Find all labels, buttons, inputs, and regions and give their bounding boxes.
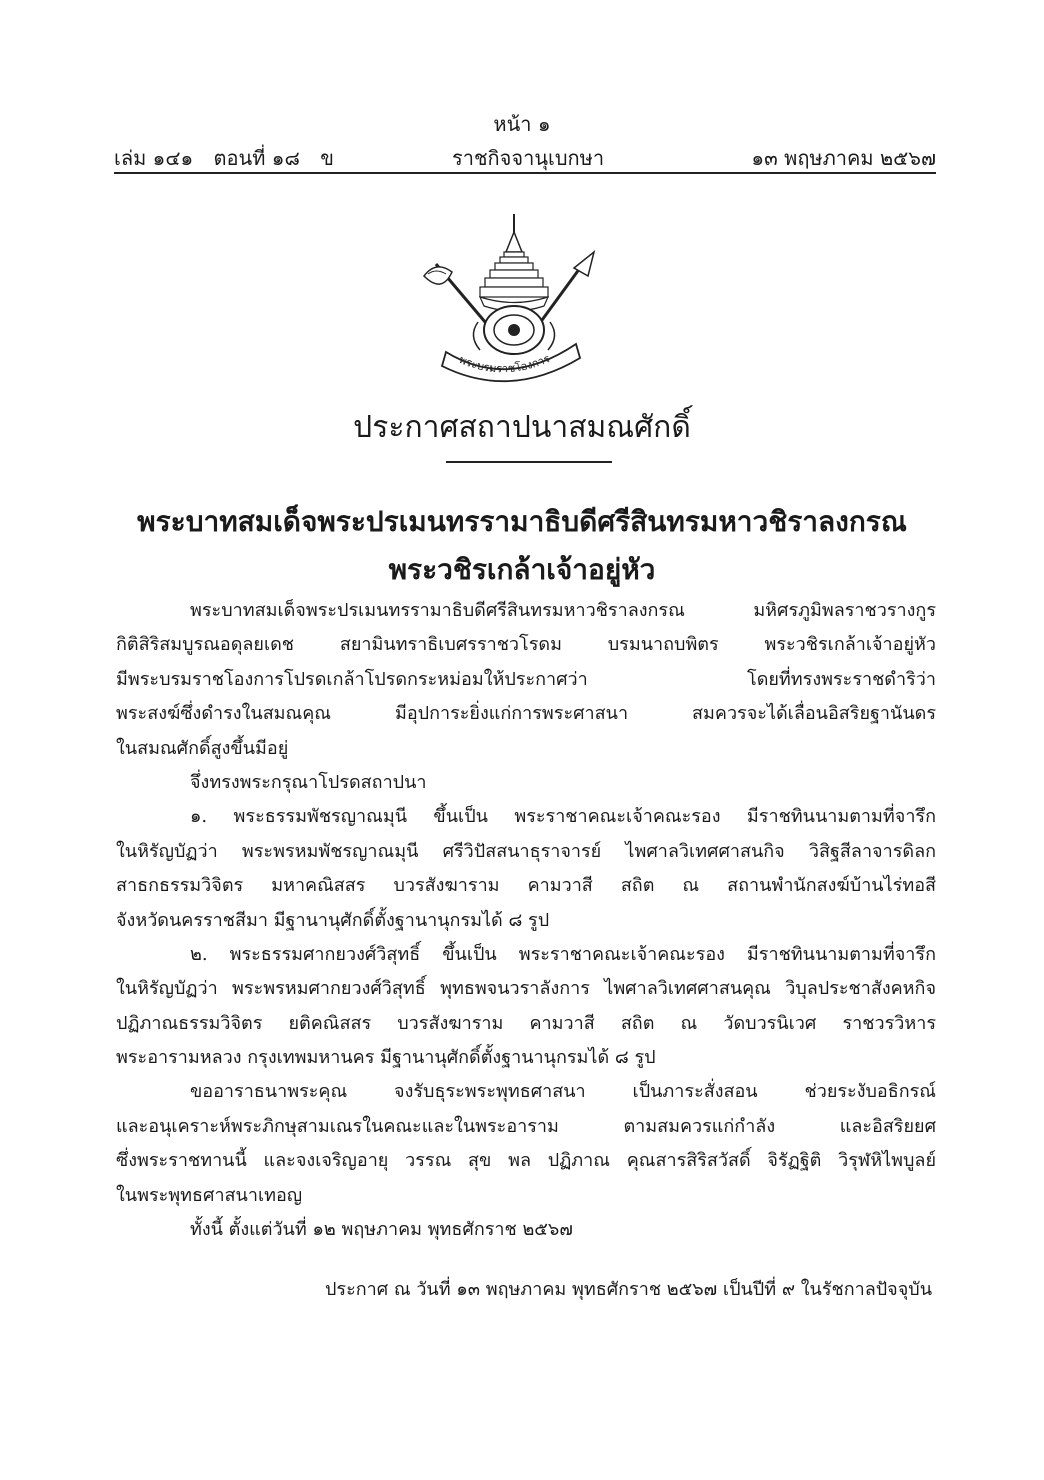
body-line: ทั้งนี้ ตั้งแต่วันที่ ๑๒ พฤษภาคม พุทธศักราช ๒๕๖๗ bbox=[190, 1219, 573, 1241]
announcement-body bbox=[116, 594, 936, 1247]
volume-number: เล่ม ๑๔๑ bbox=[114, 146, 194, 170]
page-number: หน้า ๑ bbox=[493, 112, 551, 136]
gazette-name: ราชกิจจานุเบกษา bbox=[452, 146, 605, 170]
announcement-title: ประกาศสถาปนาสมณศักดิ์ bbox=[353, 410, 691, 445]
section-letter: ข bbox=[320, 146, 334, 170]
title-divider bbox=[446, 461, 612, 463]
issue-number: ตอนที่ ๑๘ bbox=[213, 146, 300, 170]
body-line: ปฏิภาณธรรมวิจิตร ยติคณิสสร บวรสังฆาราม คามวาสี สถิต ณ วัดบวรนิเวศ ราชวรวิหาร bbox=[116, 1012, 936, 1034]
header-divider bbox=[114, 172, 936, 174]
body-line: พระบาทสมเด็จพระปรเมนทรรามาธิบดีศรีสินทรมหาวชิราลงกรณ มหิศรภูมิพลราชวรางกูร bbox=[190, 600, 936, 621]
closing-statement: ประกาศ ณ วันที่ ๑๓ พฤษภาคม พุทธศักราช ๒๕๖๗ เป็นปีที่ ๙ ในรัชกาลปัจจุบัน bbox=[324, 1279, 932, 1300]
body-line: ขออาราธนาพระคุณ จงรับธุระพระพุทธศาสนา เป็นภาระสั่งสอน ช่วยระงับอธิกรณ์ bbox=[190, 1081, 936, 1103]
body-line: สาธกธรรมวิจิตร มหาคณิสสร บวรสังฆาราม คามวาสี สถิต ณ สถานพำนักสงฆ์บ้านไร่ทอสี bbox=[116, 875, 936, 897]
body-line: ๒. พระธรรมศากยวงศ์วิสุทธิ์ ขึ้นเป็น พระราชาคณะเจ้าคณะรอง มีราชทินนามตามที่จารึก bbox=[190, 943, 936, 965]
body-line: จึ่งทรงพระกรุณาโปรดสถาปนา bbox=[190, 771, 427, 793]
body-line: ๑. พระธรรมพัชรญาณมุนี ขึ้นเป็น พระราชาคณะเจ้าคณะรอง มีราชทินนามตามที่จารึก bbox=[190, 806, 936, 828]
body-line: จังหวัดนครราชสีมา มีฐานานุศักดิ์ตั้งฐานานุกรมได้ ๘ รูป bbox=[116, 909, 550, 931]
gazette-header-left bbox=[114, 142, 348, 174]
body-line: มีพระบรมราชโองการโปรดเกล้าโปรดกระหม่อมให้ประกาศว่า โดยที่ทรงพระราชดำริว่า bbox=[116, 668, 936, 690]
king-name-line-2: พระวชิรเกล้าเจ้าอยู่หัว bbox=[388, 553, 656, 586]
body-line: พระอารามหลวง กรุงเทพมหานคร มีฐานานุศักดิ์ตั้งฐานานุกรมได้ ๘ รูป bbox=[116, 1047, 656, 1069]
gazette-header bbox=[114, 142, 936, 172]
body-line: ในสมณศักดิ์สูงขึ้นมีอยู่ bbox=[116, 737, 289, 759]
body-line: พระสงฆ์ซึ่งดำรงในสมณคุณ มีอุปการะยิ่งแก่การพระศาสนา สมควรจะได้เลื่อนอิสริยฐานันดร bbox=[116, 703, 936, 725]
body-line: ในพระพุทธศาสนาเทอญ bbox=[116, 1184, 303, 1206]
body-line: ซึ่งพระราชทานนี้ และจงเจริญอายุ วรรณ สุข พล ปฏิภาณ คุณสารสิริสวัสดิ์ จิรัฏฐิติ วิรุฬหิไพบูลย์ bbox=[116, 1150, 936, 1172]
royal-seal-icon bbox=[418, 212, 598, 384]
royal-seal-emblem bbox=[418, 212, 598, 384]
emblem-ribbon-text: พระบรมราชโองการ bbox=[457, 351, 552, 376]
king-name-line-1: พระบาทสมเด็จพระปรเมนทรรามาธิบดีศรีสินทรมหาวชิราลงกรณ bbox=[137, 505, 907, 538]
body-line: กิติสิริสมบูรณอดุลยเดช สยามินทราธิเบศรราชวโรดม บรมนาถบพิตร พระวชิรเกล้าเจ้าอยู่หัว bbox=[116, 634, 936, 656]
body-line: ในหิรัญบัฏว่า พระพรหมศากยวงศ์วิสุทธิ์ พุทธพจนวราลังการ ไพศาลวิเทศศาสนคุณ วิบุลประชาสังคหกิจ bbox=[116, 978, 936, 1000]
gazette-date: ๑๓ พฤษภาคม ๒๕๖๗ bbox=[751, 146, 936, 170]
body-line: ในหิรัญบัฏว่า พระพรหมพัชรญาณมุนี ศรีวิปัสสนาธุราจารย์ ไพศาลวิเทศศาสนกิจ วิสิฐสีลาจารดิลก bbox=[116, 840, 936, 862]
body-line: และอนุเคราะห์พระภิกษุสามเณรในคณะและในพระอาราม ตามสมควรแก่กำลัง และอิสริยยศ bbox=[116, 1115, 936, 1137]
